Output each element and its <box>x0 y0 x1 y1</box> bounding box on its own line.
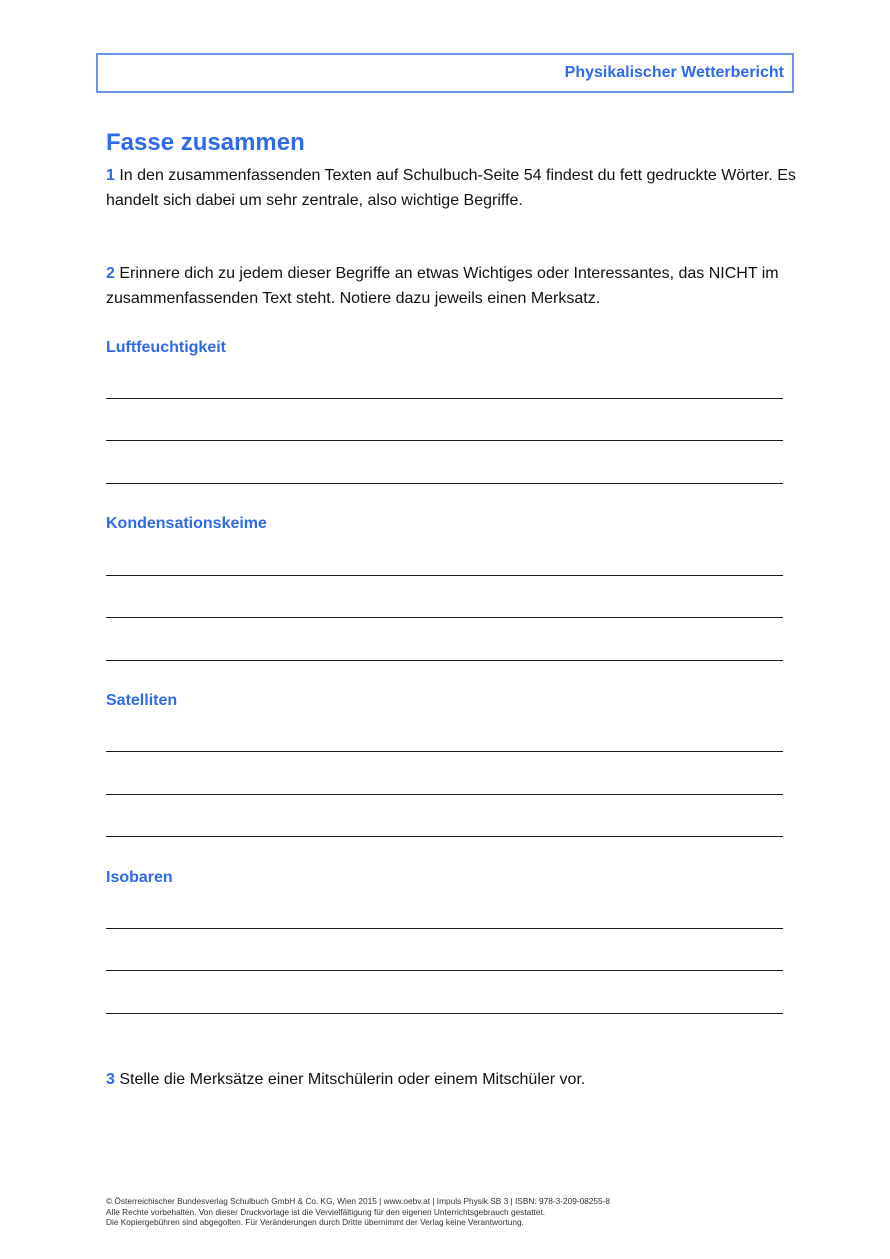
writing-line[interactable] <box>106 970 783 971</box>
task-number: 3 <box>106 1071 115 1088</box>
footer-disclaimer: Die Kopiergebühren sind abgegolten. Für Veränderungen durch Dritte übernimmt der Verlag keine Verantwortung. <box>106 1217 524 1227</box>
task-2 <box>106 261 796 311</box>
header-title: Physikalischer Wetterbericht <box>564 64 784 81</box>
task-1 <box>106 163 796 213</box>
writing-line[interactable] <box>106 1013 783 1014</box>
header-box <box>96 53 794 93</box>
writing-line[interactable] <box>106 440 783 441</box>
writing-line[interactable] <box>106 751 783 752</box>
writing-line[interactable] <box>106 836 783 837</box>
task-number: 1 <box>106 167 115 184</box>
page-title: Fasse zusammen <box>106 129 305 156</box>
term-heading: Satelliten <box>106 692 178 709</box>
task-text: Erinnere dich zu jedem dieser Begriffe an etwas Wichtiges oder Interessantes, das NICHT im zusammenfassenden Text steht. Notiere dazu jeweils einen Merksatz. <box>106 265 779 307</box>
task-text: Stelle die Merksätze einer Mitschülerin oder einem Mitschüler vor. <box>119 1071 586 1088</box>
writing-line[interactable] <box>106 617 783 618</box>
footer <box>106 1196 610 1228</box>
writing-line[interactable] <box>106 575 783 576</box>
term-heading: Luftfeuchtigkeit <box>106 339 226 356</box>
task-3 <box>106 1067 796 1092</box>
term-heading: Kondensationskeime <box>106 515 267 532</box>
writing-line[interactable] <box>106 398 783 399</box>
task-text: In den zusammenfassenden Texten auf Schulbuch-Seite 54 findest du fett gedruckte Wörter. Es handelt sich dabei um sehr zentrale, also wichtige Begriffe. <box>106 167 796 209</box>
writing-line[interactable] <box>106 483 783 484</box>
writing-line[interactable] <box>106 928 783 929</box>
term-heading: Isobaren <box>106 869 173 886</box>
footer-copyright: © Österreichischer Bundesverlag Schulbuch GmbH & Co. KG, Wien 2015 | www.oebv.at | Impuls Physik SB 3 | ISBN: 978-3-209-08255-8 <box>106 1196 611 1206</box>
writing-line[interactable] <box>106 794 783 795</box>
task-number: 2 <box>106 265 115 282</box>
footer-rights: Alle Rechte vorbehalten. Von dieser Druckvorlage ist die Vervielfältigung für den eigenen Unterrichtsgebrauch gestattet. <box>106 1206 546 1217</box>
writing-line[interactable] <box>106 660 783 661</box>
